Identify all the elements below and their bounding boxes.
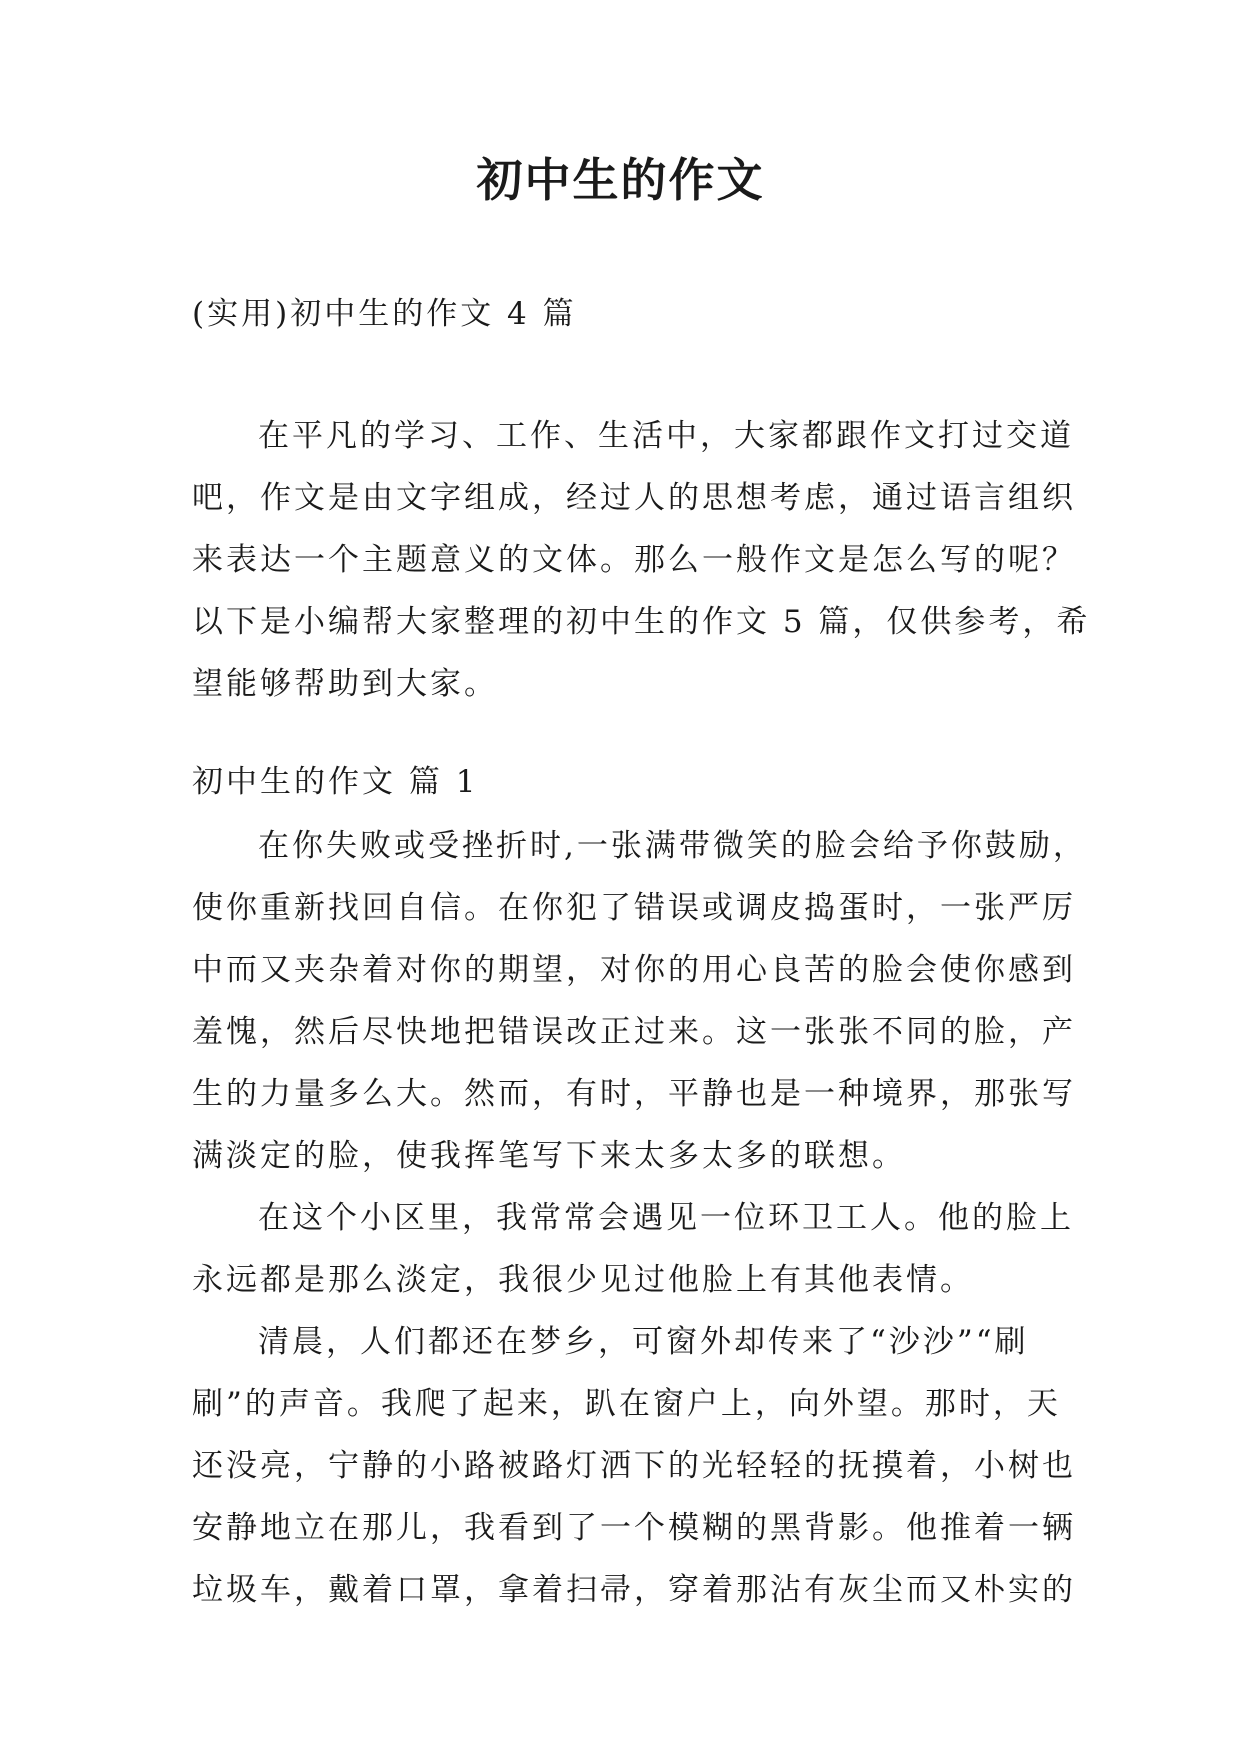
document-title: 初中生的作文 <box>476 153 765 207</box>
section-heading: 初中生的作文 篇 1 <box>192 764 479 800</box>
intro-line: 以下是小编帮大家整理的初中生的作文 5 篇，仅供参考，希 <box>192 604 1091 640</box>
document-subtitle: (实用)初中生的作文 4 篇 <box>192 296 577 332</box>
essay-line: 还没亮，宁静的小路被路灯洒下的光轻轻的抚摸着，小树也 <box>192 1448 1076 1484</box>
intro-line: 来表达一个主题意义的文体。那么一般作文是怎么写的呢？ <box>192 542 1076 578</box>
essay-line: 生的力量多么大。然而，有时，平静也是一种境界，那张写 <box>192 1076 1076 1112</box>
essay-line: 刷”的声音。我爬了起来，趴在窗户上，向外望。那时，天 <box>192 1386 1061 1422</box>
essay-line: 永远都是那么淡定，我很少见过他脸上有其他表情。 <box>192 1262 974 1298</box>
essay-body <box>192 815 1087 1621</box>
intro-line: 望能够帮助到大家。 <box>192 666 498 702</box>
essay-line: 安静地立在那儿，我看到了一个模糊的黑背影。他推着一辆 <box>192 1510 1076 1546</box>
essay-line: 满淡定的脸，使我挥笔写下来太多太多的联想。 <box>192 1138 906 1174</box>
intro-line: 在平凡的学习、工作、生活中，大家都跟作文打过交道 <box>258 418 1074 454</box>
essay-line: 中而又夹杂着对你的期望，对你的用心良苦的脸会使你感到 <box>192 952 1076 988</box>
essay-line: 羞愧，然后尽快地把错误改正过来。这一张张不同的脸，产 <box>192 1014 1076 1050</box>
essay-paragraph-1 <box>192 815 1087 1187</box>
essay-line: 在这个小区里，我常常会遇见一位环卫工人。他的脸上 <box>258 1200 1074 1236</box>
essay-paragraph-3 <box>192 1311 1076 1621</box>
essay-line: 垃圾车，戴着口罩，拿着扫帚，穿着那沾有灰尘而又朴实的 <box>192 1572 1076 1608</box>
intro-line: 吧，作文是由文字组成，经过人的思想考虑，通过语言组织 <box>192 480 1076 516</box>
essay-paragraph-2 <box>192 1187 1074 1311</box>
essay-line: 清晨，人们都还在梦乡，可窗外却传来了“沙沙”“刷 <box>258 1324 1029 1360</box>
essay-line: 使你重新找回自信。在你犯了错误或调皮捣蛋时，一张严厉 <box>192 890 1076 926</box>
intro-paragraph <box>192 405 1091 715</box>
essay-line: 在你失败或受挫折时,一张满带微笑的脸会给予你鼓励， <box>258 828 1087 864</box>
